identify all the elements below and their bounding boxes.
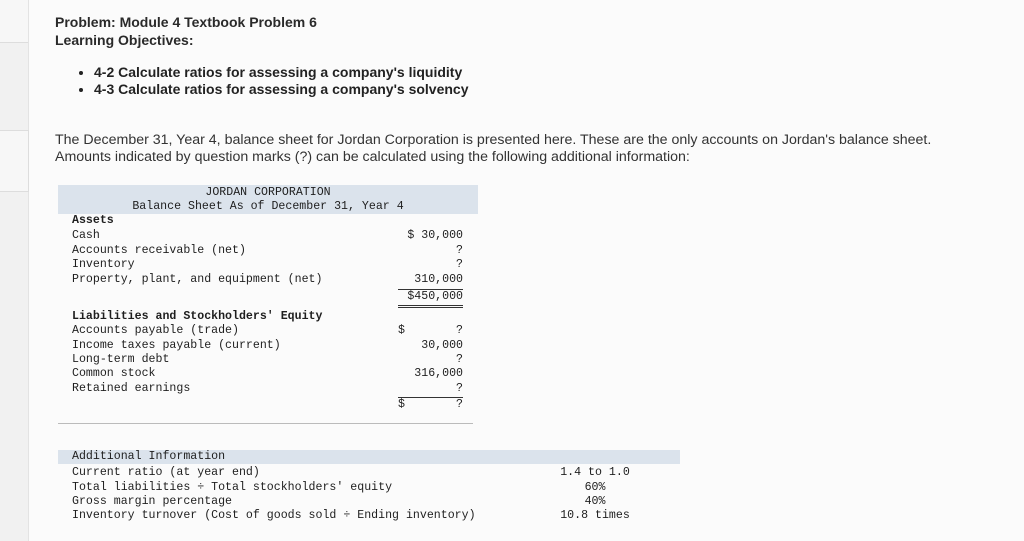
info-row-label: Total liabilities ÷ Total stockholders' equity <box>72 481 393 494</box>
balance-sheet-header <box>58 185 478 214</box>
liability-row-label: Common stock <box>72 367 156 380</box>
asset-row-value: ? <box>456 244 463 257</box>
asset-row-label: Accounts receivable (net) <box>72 244 246 257</box>
liability-row-label: Long-term debt <box>72 353 170 366</box>
asset-row-label: Inventory <box>72 258 135 271</box>
liability-row-value: ? <box>456 382 463 395</box>
info-row-label: Inventory turnover (Cost of goods sold ÷ Ending inventory) <box>72 509 476 522</box>
liability-row-label: Accounts payable (trade) <box>72 324 239 337</box>
additional-information <box>58 450 680 522</box>
liability-row-value: ? <box>456 353 463 366</box>
info-row-label: Gross margin percentage <box>72 495 233 508</box>
balance-sheet-heading: Balance Sheet As of December 31, Year 4 <box>132 200 404 213</box>
problem-intro: The December 31, Year 4, balance sheet for Jordan Corporation is presented here. These are the only accounts on Jordan's balance sheet. Amounts indicated by question marks (?) can be calculated using the following additional information: <box>55 132 932 165</box>
asset-row-label: Property, plant, and equipment (net) <box>72 273 323 286</box>
assets-total: $450,000 <box>398 289 463 308</box>
liabilities-total: ? <box>456 398 463 411</box>
objective-item: • 4-2 Calculate ratios for assessing a company's liquidity <box>94 64 469 81</box>
liability-row-value: ? <box>456 324 463 337</box>
sidebar-tab-top[interactable] <box>0 0 28 43</box>
balance-sheet <box>58 185 478 411</box>
asset-row-value: $ 30,000 <box>407 229 463 242</box>
divider <box>58 423 473 424</box>
liability-row-value: 30,000 <box>421 339 463 352</box>
left-sidebar <box>0 0 29 541</box>
problem-title: Problem: Module 4 Textbook Problem 6 <box>55 14 317 30</box>
info-row-value: 40% <box>584 495 606 508</box>
dollar-sign: $ <box>398 324 405 337</box>
learning-objectives-heading: Learning Objectives: <box>55 32 194 48</box>
company-name: JORDAN CORPORATION <box>205 186 331 199</box>
asset-row-label: Cash <box>72 229 100 242</box>
liabilities-equity-label: Liabilities and Stockholders' Equity <box>72 310 323 323</box>
sidebar-tab-middle[interactable] <box>0 130 29 192</box>
liability-row-label: Retained earnings <box>72 382 191 395</box>
learning-objectives-list <box>80 64 469 98</box>
liability-row-value: 316,000 <box>414 367 463 380</box>
liability-row-label: Income taxes payable (current) <box>72 339 281 352</box>
asset-row-value: 310,000 <box>414 273 463 286</box>
assets-label: Assets <box>72 214 114 227</box>
info-row-value: 60% <box>584 481 606 494</box>
info-row-value: 1.4 to 1.0 <box>560 466 630 479</box>
info-row-value: 10.8 times <box>560 509 630 522</box>
info-row-label: Current ratio (at year end) <box>72 466 260 479</box>
additional-info-heading: Additional Information <box>58 450 680 464</box>
problem-header <box>55 13 317 49</box>
asset-row-value: ? <box>456 258 463 271</box>
objective-item: • 4-3 Calculate ratios for assessing a company's solvency <box>94 81 469 98</box>
dollar-sign: $ <box>398 398 405 411</box>
